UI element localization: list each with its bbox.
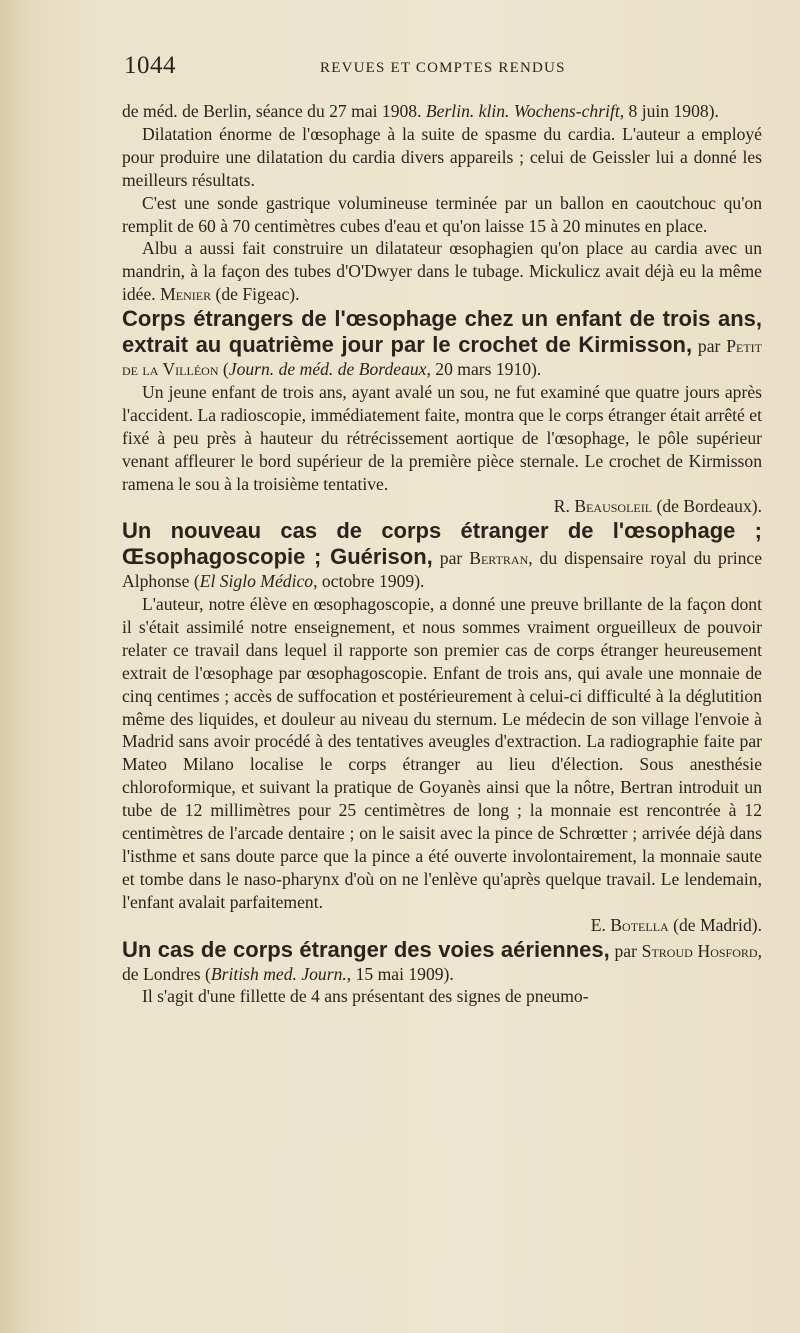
paragraph: Albu a aussi fait construire un dilatateur œsophagien qu'on place au cardia avec un mandrin, à la façon des tubes d'O'Dwyer dans le tubage. Mickulicz avait déjà eu la même idée. Menier (de Figeac). (122, 238, 762, 305)
page-number: 1044 (124, 52, 176, 79)
signature: Botella (610, 914, 669, 935)
running-title: REVUES ET COMPTES RENDUS (320, 60, 566, 76)
paragraph: Dilatation énorme de l'œsophage à la suite de spasme du cardia. L'auteur a employé pour produire une dilatation du cardia divers appareils ; celui de Geissler lui a donné les meilleurs résultats. (122, 123, 762, 190)
paragraph: de méd. de Berlin, séance du 27 mai 1908. Berlin. klin. Wochens-chrift, 8 juin 1908). (122, 101, 719, 121)
section-heading: Corps étrangers de l'œsophage chez un enfant de trois ans, extrait au quatrième jour par le crochet de Kirmisson, par Petit de la Villéon (Journ. de méd. de Bordeaux, 20 mars 1910). (122, 306, 762, 379)
body-text (122, 100, 762, 1008)
page-header (124, 52, 764, 88)
paragraph: L'auteur, notre élève en œsophagoscopie, a donné une preuve brillante de la façon dont il s'était assimilé notre enseignement, et nous sommes vraiment orgueilleux de pouvoir relater ce travail dans lequel il rapporte son premier cas de corps étranger heureusement extrait de l'œsophage par œsophagoscopie. Enfant de trois ans, qui avale une monnaie de cinq centimes ; accès de suffocation et postérieurement à celui-ci difficulté à la déglutition même des liquides, et douleur au niveau du sternum. Le médecin de son village l'envoie à Madrid sans avoir procédé à des tentatives aveugles d'extraction. La radiographie faite par Mateo Milano localise le corps étranger au lieu d'élection. Sous anesthésie chloroformique, et suivant la pratique de Goyanès ainsi que la nôtre, Bertran introduit un tube de 12 millimètres pour 25 centimètres de long ; la monnaie est rencontrée à 12 centimètres de l'arcade dentaire ; on le saisit avec la pince de Schrœtter ; arrivée déjà dans l'isthme et sans doute parce que la pince a été ouverte involontairement, la monnaie saute et tombe dans le naso-pharynx d'où on ne l'enlève qu'après quelque travail. Le lendemain, l'enfant avalait parfaitement. (122, 594, 762, 912)
author: Petit de la Villéon (122, 336, 762, 379)
section-title: Un nouveau cas de corps étranger de l'œsophage ; Œsophagoscopie ; Guérison, (122, 518, 762, 570)
paragraph: C'est une sonde gastrique volumineuse terminée par un ballon en caoutchouc qu'on remplit de 60 à 70 centimètres cubes d'eau et qu'on laisse 15 à 20 minutes en place. (122, 192, 762, 236)
section-title: Un cas de corps étranger des voies aériennes, (122, 936, 610, 962)
section-heading: Un cas de corps étranger des voies aériennes, par Stroud Hosford, de Londres (British med. Journ., 15 mai 1909). (122, 936, 762, 984)
signature: Menier (160, 284, 212, 305)
section-title: Corps étrangers de l'œsophage chez un enfant de trois ans, extrait au quatrième jour par le crochet de Kirmisson, (122, 306, 762, 358)
signature-line: E. Botella (de Madrid). (590, 914, 762, 935)
author: Bertran (469, 548, 529, 569)
signature-line: R. Beausoleil (de Bordeaux). (553, 496, 762, 517)
paragraph: Il s'agit d'une fillette de 4 ans présentant des signes de pneumo- (142, 986, 589, 1007)
author: Stroud Hosford (641, 940, 758, 961)
paragraph: Un jeune enfant de trois ans, ayant avalé un sou, ne fut examiné que quatre jours après l'accident. La radioscopie, immédiatement faite, montra que le corps étranger était arrêté et fixé à peu près à hauteur du rétrécissement aortique de l'œsophage, le pôle supérieur venant affleurer le bord supérieur de la première pièce sternale. Le crochet de Kirmisson ramena le sou à la troisième tentative. (122, 381, 762, 494)
section-heading: Un nouveau cas de corps étranger de l'œsophage ; Œsophagoscopie ; Guérison, par Bertran, du dispensaire royal du prince Alphonse (El Siglo Médico, octobre 1909). (122, 518, 763, 592)
signature: Beausoleil (574, 496, 653, 517)
